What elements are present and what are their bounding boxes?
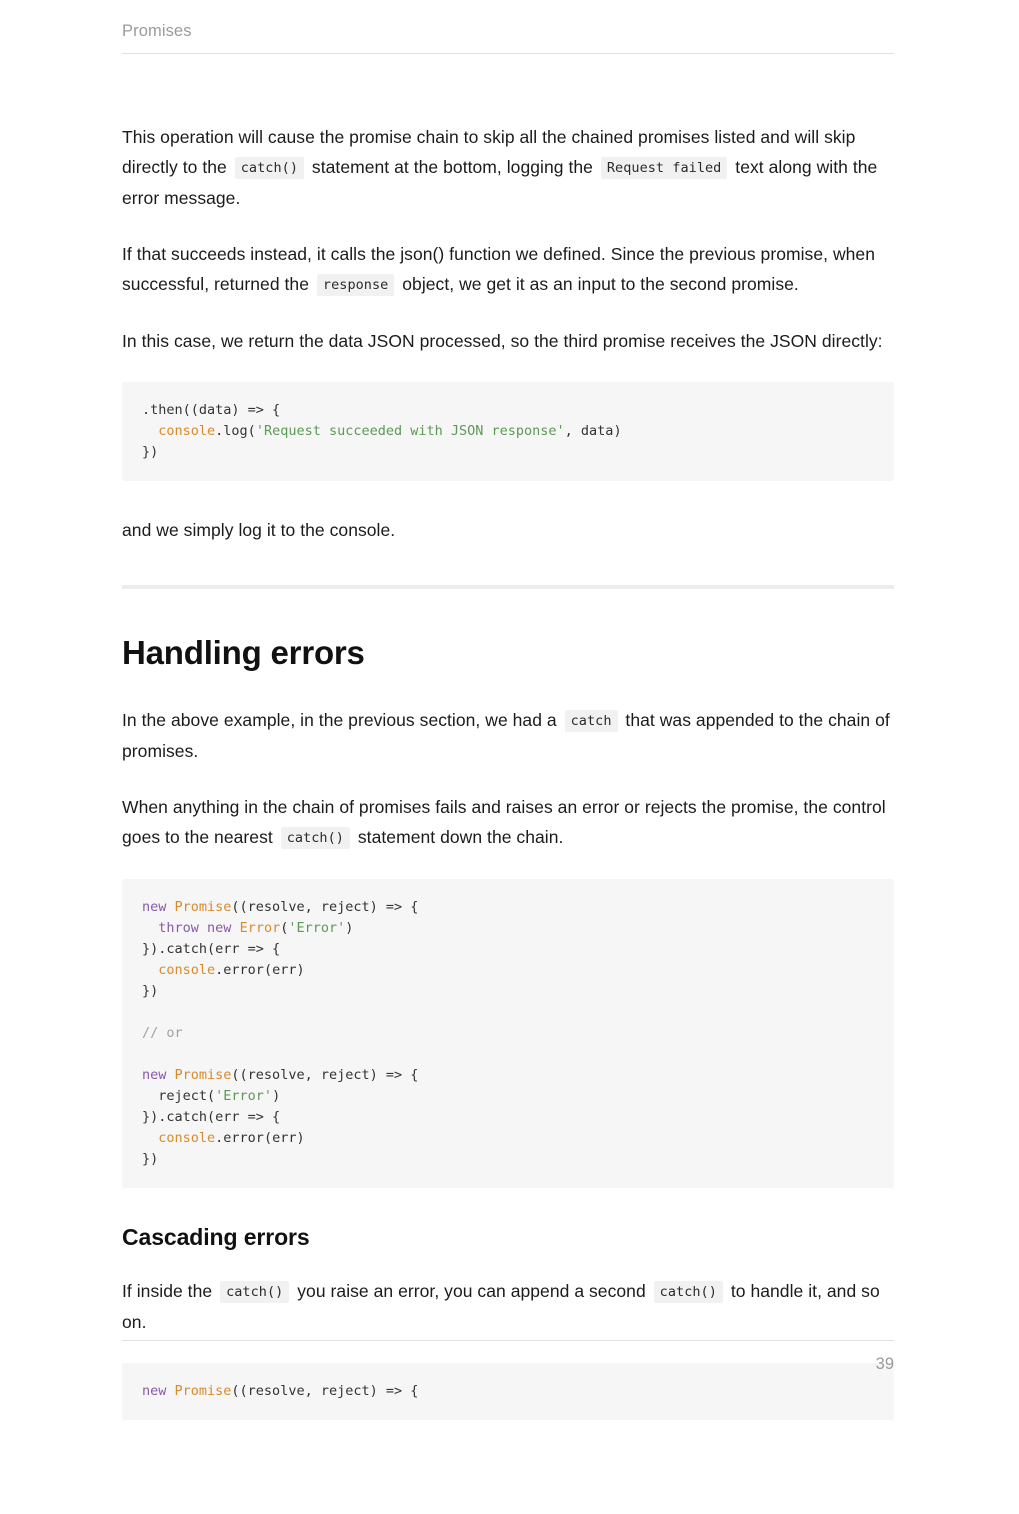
paragraph-json-function (122, 239, 894, 300)
paragraph-third-promise: In this case, we return the data JSON processed, so the third promise receives the JSON directly: (122, 331, 883, 351)
page-footer (122, 1340, 894, 1374)
code-token-console: console (158, 1130, 216, 1146)
code-token-promise: Promise (174, 1383, 232, 1399)
paragraph-log-console: and we simply log it to the console. (122, 520, 396, 540)
paragraph-text: to handle it, and so on. (122, 1281, 880, 1332)
paragraph-skip-chain (122, 122, 894, 213)
code-text: }) (142, 444, 159, 460)
paragraph-text: statement at the bottom, logging the (311, 157, 593, 177)
code-token-promise: Promise (174, 899, 232, 915)
code-token-comment: // or (142, 1025, 183, 1041)
inline-code-catch: catch() (235, 157, 304, 179)
code-text: .error(err) (215, 962, 305, 978)
code-token-new: new (207, 920, 240, 936)
code-text: .then((data) => { (142, 402, 281, 418)
bottom-spacer (122, 1454, 894, 1514)
inline-code-catch-second: catch() (654, 1281, 723, 1303)
code-text: ((resolve, reject) => { (231, 899, 419, 915)
inline-code-catch-paren: catch() (281, 827, 350, 849)
code-text: reject( (142, 1088, 216, 1104)
code-text (142, 423, 158, 439)
paragraph-text: text along with the error message. (122, 157, 878, 208)
code-text (142, 920, 158, 936)
page-number: 39 (875, 1355, 894, 1373)
code-text: }).catch(err => { (142, 941, 281, 957)
paragraph-text: This operation will cause the promise chain to skip all the chained promises listed and will skip directly to the (122, 127, 856, 177)
inline-code-catch-first: catch() (220, 1281, 289, 1303)
page-content (122, 54, 894, 1514)
paragraph-nearest-catch (122, 792, 894, 853)
code-token-string: 'Error' (288, 920, 346, 936)
paragraph-text: statement down the chain. (357, 827, 564, 847)
code-text (142, 1130, 158, 1146)
code-text (142, 962, 158, 978)
code-token-new: new (142, 1383, 175, 1399)
code-text: ((resolve, reject) => { (231, 1067, 419, 1083)
code-text: ) (272, 1088, 281, 1104)
code-token-console: console (158, 423, 216, 439)
code-text: .log( (215, 423, 256, 439)
paragraph-text: In the above example, in the previous section, we had a (122, 710, 557, 730)
paragraph-text: If that succeeds instead, it calls the json() function we defined. Since the previous promise, when successful, returned the (122, 244, 875, 294)
code-token-error: Error (239, 920, 281, 936)
code-token-throw: throw (158, 920, 208, 936)
section-divider (122, 585, 894, 589)
inline-code-request-failed: Request failed (601, 157, 728, 179)
inline-code-catch-word: catch (565, 710, 618, 732)
code-text: ((resolve, reject) => { (231, 1383, 419, 1399)
inline-code-response: response (317, 274, 394, 296)
subsection-heading-cascading-errors: Cascading errors (122, 1224, 310, 1250)
code-token-string: 'Error' (215, 1088, 273, 1104)
code-token-console: console (158, 962, 216, 978)
code-text: }) (142, 1151, 159, 1167)
header-chapter-title: Promises (122, 22, 192, 40)
paragraph-text: If inside the (122, 1281, 213, 1301)
paragraph-text: When anything in the chain of promises fails and raises an error or rejects the promise, the control goes to the nearest (122, 797, 886, 847)
code-token-new: new (142, 1067, 175, 1083)
code-text: }).catch(err => { (142, 1109, 281, 1125)
paragraph-cascading-catch (122, 1276, 894, 1337)
code-text: ) (345, 920, 354, 936)
code-text: , data) (564, 423, 622, 439)
code-token-new: new (142, 899, 175, 915)
paragraph-text: object, we get it as an input to the second promise. (402, 274, 799, 294)
code-block-then-data (122, 382, 894, 481)
code-text: }) (142, 983, 159, 999)
paragraph-text: you raise an error, you can append a second (297, 1281, 646, 1301)
code-token-promise: Promise (174, 1067, 232, 1083)
page-header (122, 0, 894, 54)
paragraph-catch-appended (122, 705, 894, 766)
section-heading-handling-errors: Handling errors (122, 634, 365, 671)
code-text: ( (280, 920, 289, 936)
paragraph-text: that was appended to the chain of promises. (122, 710, 890, 761)
code-block-promise-catch (122, 879, 894, 1188)
code-text: .error(err) (215, 1130, 305, 1146)
code-token-string: 'Request succeeded with JSON response' (255, 423, 565, 439)
